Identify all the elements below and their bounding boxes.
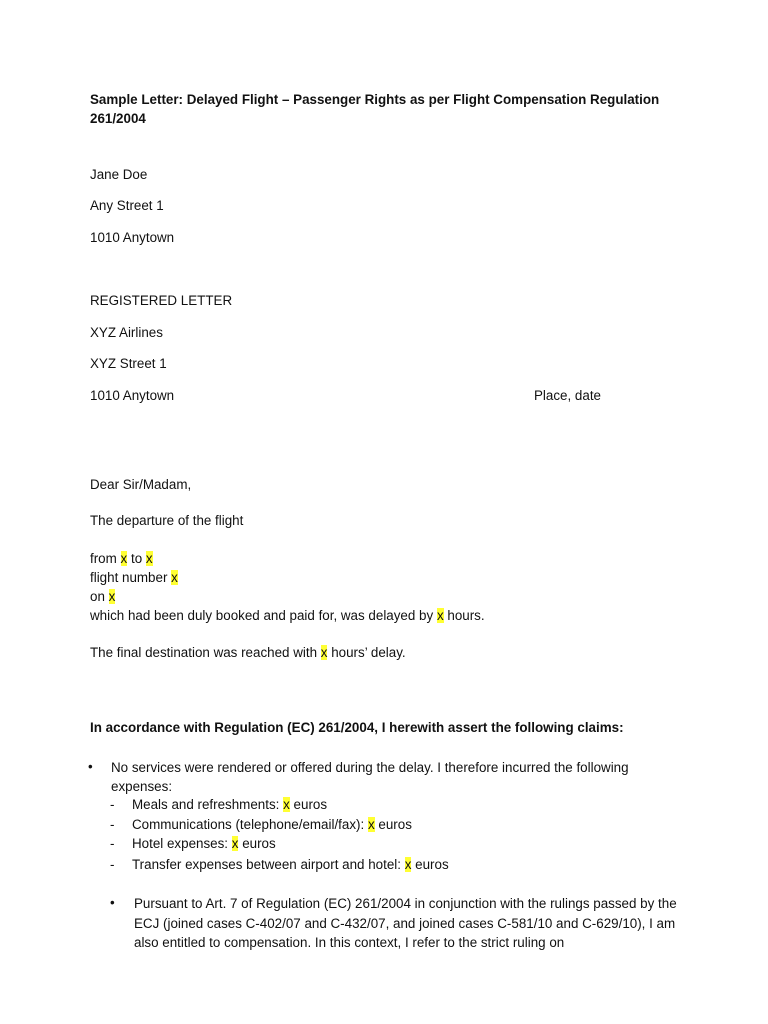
expense-unit: euros bbox=[293, 797, 328, 812]
final-destination-line bbox=[90, 644, 406, 662]
final-suffix: hours’ delay. bbox=[331, 645, 406, 660]
recipient-street: XYZ Street 1 bbox=[90, 356, 167, 371]
expense-unit: euros bbox=[378, 817, 412, 832]
hours-text: hours. bbox=[447, 608, 485, 623]
recipient-company: XYZ Airlines bbox=[90, 325, 163, 340]
claims-heading: In accordance with Regulation (EC) 261/2004, I herewith assert the following claims: bbox=[90, 720, 624, 735]
place-date: Place, date bbox=[534, 388, 601, 403]
placeholder-highlight: x bbox=[231, 836, 239, 851]
sender-street: Any Street 1 bbox=[90, 198, 164, 213]
expense-label: Hotel expenses: bbox=[132, 836, 229, 851]
delay-line bbox=[90, 607, 485, 625]
expense-label: Meals and refreshments: bbox=[132, 797, 280, 812]
placeholder-highlight: x bbox=[283, 797, 290, 812]
placeholder-highlight: x bbox=[367, 817, 375, 832]
dash-symbol: - bbox=[110, 817, 115, 832]
bullet-item-services bbox=[90, 758, 690, 798]
recipient-city: 1010 Anytown bbox=[90, 388, 175, 403]
placeholder-highlight: x bbox=[436, 608, 444, 623]
from-to-line bbox=[90, 550, 153, 568]
flight-number-line bbox=[90, 569, 178, 587]
placeholder-highlight: x bbox=[404, 857, 412, 872]
placeholder-highlight: x bbox=[171, 570, 178, 585]
expense-label: Transfer expenses between airport and hotel: bbox=[132, 857, 401, 872]
registered-letter-label: REGISTERED LETTER bbox=[90, 293, 233, 308]
intro-text: The departure of the flight bbox=[90, 513, 244, 528]
bullet-symbol: • bbox=[110, 895, 115, 910]
dash-symbol: - bbox=[110, 797, 115, 812]
to-label: to bbox=[130, 551, 143, 566]
placeholder-highlight: x bbox=[120, 551, 128, 566]
expense-unit: euros bbox=[415, 857, 449, 872]
dash-symbol: - bbox=[110, 857, 115, 872]
bullet-text: Pursuant to Art. 7 of Regulation (EC) 261/2004 in conjunction with the rulings passed by the ECJ (joined cases C-402/07 and C-432/07, and joined cases C-581/10 and C-629/10), I am also entitled to compensation. In this context, I refer to the strict ruling on bbox=[134, 896, 677, 950]
sender-city: 1010 Anytown bbox=[90, 230, 175, 245]
expense-label: Communications (telephone/email/fax): bbox=[132, 817, 365, 832]
bullet-text: No services were rendered or offered during the delay. I therefore incurred the following expenses: bbox=[111, 760, 629, 794]
letter-title: Sample Letter: Delayed Flight – Passenger Rights as per Flight Compensation Regulation 261/2004 bbox=[90, 92, 660, 126]
bullet-item-compensation bbox=[90, 894, 690, 954]
salutation: Dear Sir/Madam, bbox=[90, 477, 192, 492]
sender-name: Jane Doe bbox=[90, 167, 148, 182]
final-prefix: The final destination was reached with bbox=[90, 645, 318, 660]
delay-text: which had been duly booked and paid for, was delayed by bbox=[90, 608, 434, 623]
expense-unit: euros bbox=[242, 836, 276, 851]
placeholder-highlight: x bbox=[145, 551, 153, 566]
bullet-symbol: • bbox=[88, 759, 93, 774]
flight-number-label: flight number bbox=[90, 570, 168, 585]
dash-symbol: - bbox=[110, 836, 115, 851]
placeholder-highlight: x bbox=[108, 589, 116, 604]
on-line bbox=[90, 588, 115, 606]
from-label: from bbox=[90, 551, 117, 566]
on-label: on bbox=[90, 589, 105, 604]
placeholder-highlight: x bbox=[320, 645, 328, 660]
